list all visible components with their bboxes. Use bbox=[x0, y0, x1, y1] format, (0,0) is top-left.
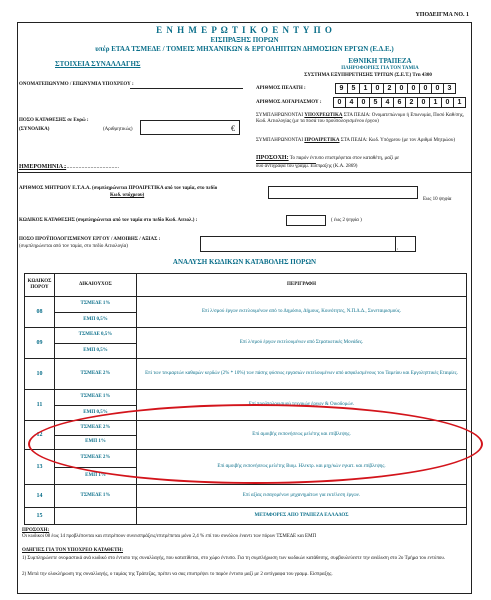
name-label: ΟΝΟΜΑΤΕΠΩΝΥΜΟ / ΕΠΩΝΥΜΙΑ ΥΠΟΧΡΕΟΥ : bbox=[19, 82, 134, 87]
form-title: Ε Ν Η Μ Ε Ρ Ω Τ Ι Κ Ο Ε Ν Τ Υ Π Ο bbox=[156, 25, 333, 35]
row-description: Επί λ/σμού έργων εκτελουμένων από Στρατιωτικές Μονάδες. bbox=[137, 328, 467, 359]
attention-note bbox=[256, 155, 466, 162]
optional-keyword: ΠΡΟΑΙΡΕΤΙΚΑ bbox=[304, 138, 340, 143]
row-code: 09 bbox=[25, 328, 55, 359]
row-beneficiary bbox=[55, 508, 137, 525]
digit-box: 0 bbox=[417, 97, 430, 108]
bank-subtitle: ΠΛΗΡΟΦΟΡΙΕΣ ΓΙΑ ΤΟΝ ΤΑΜΙΑ bbox=[341, 66, 419, 71]
optional-note-prefix: ΣΥΜΠΛΗΡΩΝΟΝΤΑΙ bbox=[256, 138, 305, 143]
digit-box: 1 bbox=[359, 83, 372, 94]
digit-box: 2 bbox=[383, 83, 396, 94]
total-label: (ΣΥΝΟΛΙΚΑ) bbox=[19, 127, 50, 132]
deposit-code-label: ΚΩΔΙΚΟΣ ΚΑΤΑΘΕΣΗΣ (συμπληρώνεται από τον ταμία στο πεδίο Κωδ. Αιτιολ.) : bbox=[19, 218, 198, 223]
footer-attention bbox=[22, 528, 467, 540]
row-code: 08 bbox=[25, 297, 55, 328]
row-description: Επί των τεκμαρτών καθαρών κερδών (2% * 10%) των πάσης φύσεως εργασιών εκτελουμένων από ασφαλισμένους του Ταμείου και Εργοληπτικές Εταιρίες. bbox=[137, 359, 467, 390]
client-label: ΑΡΙΘΜΟΣ ΠΕΛΑΤΗ : bbox=[256, 86, 306, 91]
row-description: ΜΕΤΑΦΟΡΕΣ ΑΠΟ ΤΡΑΠΕΖΑ ΕΛΛΑΔΟΣ bbox=[137, 508, 467, 525]
attention-underline bbox=[256, 163, 316, 164]
col-header-code: ΚΩΔΙΚΟΣ ΠΟΡΟΥ bbox=[25, 274, 55, 297]
col-header-description: ΠΕΡΙΓΡΑΦΗ bbox=[137, 274, 467, 297]
system-label: ΣΥΣΤΗΜΑ ΕΞΥΠΗΡΕΤΗΣΗΣ ΤΡΙΤΩΝ (Σ.Ε.Τ.) Τrn 4300 bbox=[304, 73, 432, 78]
row-description: Επί προϋπολογισμού τεχνικών έργων & Οικοδομών. bbox=[137, 390, 467, 421]
digit-box: 0 bbox=[333, 97, 346, 108]
amount-label: ΠΟΣΟ ΚΑΤΑΘΕΣΗΣ σε Ευρώ : bbox=[19, 118, 89, 123]
deposit-code-input[interactable] bbox=[286, 215, 326, 226]
row-code: 10 bbox=[25, 359, 55, 390]
digit-box: 1 bbox=[453, 97, 466, 108]
beneficiary-label: ΤΣΜΕΔΕ 1% bbox=[55, 390, 136, 406]
digit-box: 0 bbox=[419, 83, 432, 94]
digit-box: 1 bbox=[429, 97, 442, 108]
beneficiary-label: ΕΜΠ 0,5% bbox=[83, 316, 108, 322]
highlight-ellipse bbox=[28, 404, 483, 484]
budget-label: ΠΟΣΟ ΠΡΟΫΠΟΛΟΓΙΣΜΕΝΟΥ ΕΡΓΟΥ / ΑΜΟΙΒΗΣ / ΑΞΙΑΣ : bbox=[19, 237, 161, 242]
budget-input-divider bbox=[395, 236, 399, 252]
name-field-line[interactable] bbox=[130, 88, 243, 89]
mandatory-keyword: ΥΠΟΧΡΕΩΤΙΚΑ bbox=[304, 113, 343, 118]
row-code: 14 bbox=[25, 485, 55, 508]
row-description: Επί αμοιβής εκπονήσεως μελέτης και επίβλεψης. bbox=[137, 421, 467, 450]
budget-label-2: (συμπληρώνεται από τον ταμία, στο πεδίο Αιτιολογία) bbox=[19, 244, 128, 249]
digit-box: 0 bbox=[395, 83, 408, 94]
table-row bbox=[25, 485, 467, 508]
table-row bbox=[25, 508, 467, 525]
footer-attention-label: ΠΡΟΣΟΧΗ: bbox=[22, 528, 50, 533]
euro-sign: € bbox=[231, 124, 235, 133]
row-description: Επί αξίας εισαγομένων μηχανημάτων για εκτέλεση έργων. bbox=[137, 485, 467, 508]
row-code: 11 bbox=[25, 390, 55, 421]
footer-attention-text: Οι κωδικοί 08 έως 14 προβλέπονται και επιτρέπουν συνεισπράξεις/επιτρέπεται μόνο 2,4 % επί του συνόλου έναντι των πόρων ΤΣΜΕΔΕ και ΕΜΠ bbox=[22, 534, 317, 539]
beneficiary-label: ΕΜΠ 0,5% bbox=[83, 409, 108, 415]
digit-box: 6 bbox=[393, 97, 406, 108]
digit-box: 2 bbox=[405, 97, 418, 108]
table-row bbox=[25, 328, 467, 359]
digit-box: 0 bbox=[407, 83, 420, 94]
bank-name: ΕΘΝΙΚΗ ΤΡΑΠΕΖΑ bbox=[348, 57, 412, 65]
beneficiary-label: ΕΜΠ 1% bbox=[85, 439, 106, 445]
digit-box: 4 bbox=[345, 97, 358, 108]
beneficiary-label: ΕΜΠ 0,5% bbox=[83, 347, 108, 353]
account-number-boxes bbox=[334, 97, 466, 108]
row-description: Επί αμοιβής εκπονήσεως μελέτης Βιομ. Ηλεκτρ. και μηχ/κών εγκατ. και επίβλεψης. bbox=[137, 450, 467, 485]
section-divider bbox=[17, 172, 472, 173]
registry-label-2: Κωδ. υπόχρεου) bbox=[110, 193, 145, 198]
date-field[interactable]: ...................................... bbox=[62, 164, 119, 170]
row-code: 12 bbox=[25, 421, 55, 450]
col-header-beneficiary: ΔΙΚΑΙΟΥΧΟΣ bbox=[55, 274, 137, 297]
deposit-code-hint: ( έως 2 ψηφία ) bbox=[331, 218, 362, 223]
beneficiary-label: ΤΣΜΕΔΕ 1% bbox=[55, 297, 136, 313]
codes-table bbox=[24, 273, 467, 525]
beneficiary-label: ΤΣΜΕΔΕ 1% bbox=[80, 493, 111, 498]
row-beneficiary bbox=[55, 359, 137, 390]
digit-box: 0 bbox=[357, 97, 370, 108]
row-beneficiary bbox=[55, 297, 137, 328]
registry-label: ΑΡΙΘΜΟΣ ΜΗΤΡΩΟΥ Ε.Τ.Α.Α. (συμπληρώνεται ΠΡΟΑΙΡΕΤΙΚΑ από τον ταμία, στο πεδίο bbox=[19, 186, 218, 191]
instructions-label: ΟΔΗΓΙΕΣ ΓΙΑ ΤΟΝ ΥΠΟΧΡΕΟ ΚΑΤΑΘΕΤΗ: bbox=[22, 548, 123, 553]
beneficiary-label: ΤΣΜΕΔΕ 2% bbox=[55, 421, 136, 436]
page-label: ΥΠΟΔΕΙΓΜΑ ΝΟ. 1 bbox=[415, 12, 469, 18]
digit-box: 5 bbox=[347, 83, 360, 94]
table-title: ΑΝΑΛΥΣΗ ΚΩΔΙΚΩΝ ΚΑΤΑΒΟΛΗΣ ΠΟΡΩΝ bbox=[172, 258, 317, 266]
instruction-2: 2) Μετά την ολοκλήρωση της συναλλαγής, ο ταμίας της Τράπεζας, πρέπει να σας επιστρέψει το παρόν έντυπο μαζί με 2 αντίγραφα του γραμμ. Είσπραξης. bbox=[22, 572, 333, 577]
row-code: 13 bbox=[25, 450, 55, 485]
amount-input[interactable] bbox=[140, 120, 240, 135]
digit-box: 5 bbox=[369, 97, 382, 108]
account-label: ΑΡΙΘΜΟΣ ΛΟΓΑΡΙΑΣΜΟΥ : bbox=[256, 100, 322, 105]
digit-box: 9 bbox=[335, 83, 348, 94]
digits-hint: (Αριθμητικώς) bbox=[103, 127, 133, 132]
digit-box: 0 bbox=[441, 97, 454, 108]
optional-note-text: ΣΤΑ ΠΕΔΙΑ: Κωδ. Υπόχρεου (με τον Αριθμό Μητρώου) bbox=[339, 138, 455, 143]
budget-input[interactable] bbox=[200, 236, 416, 252]
row-beneficiary bbox=[55, 485, 137, 508]
client-number-boxes bbox=[336, 83, 456, 94]
beneficiary-label: ΕΜΠ 1% bbox=[85, 472, 106, 478]
row-code: 15 bbox=[25, 508, 55, 525]
beneficiary-label: ΤΣΜΕΔΕ 2% bbox=[55, 450, 136, 468]
budget-comma: , bbox=[397, 246, 399, 251]
form-subtitle: ΕΙΣΠΡΑΞΗΣ ΠΟΡΩΝ bbox=[210, 36, 279, 44]
row-beneficiary bbox=[55, 328, 137, 359]
attention-label: ΠΡΟΣΟΧΗ: bbox=[256, 155, 289, 161]
registry-input[interactable] bbox=[268, 186, 418, 199]
org-line: υπέρ ΕΤΑΑ ΤΣΜΕΔΕ / ΤΟΜΕΙΣ ΜΗΧΑΝΙΚΩΝ & ΕΡΓΟΛΗΠΤΩΝ ΔΗΜΟΣΙΩΝ ΕΡΓΩΝ (Ε.Δ.Ε.) bbox=[95, 45, 394, 53]
digit-box: 4 bbox=[381, 97, 394, 108]
registry-hint: Εως 10 ψηφία bbox=[423, 197, 452, 202]
optional-note bbox=[256, 138, 466, 144]
transaction-heading: ΣΤΟΙΧΕΙΑ ΣΥΝΑΛΛΑΓΗΣ bbox=[55, 60, 141, 68]
beneficiary-label: ΤΣΜΕΔΕ 0,5% bbox=[55, 328, 136, 344]
digit-box: 0 bbox=[431, 83, 444, 94]
table-row bbox=[25, 297, 467, 328]
attention-text-2: δύο αντίγραφα του γραμμ. Είσπραξης (Κ.Α. 2869) bbox=[256, 164, 358, 169]
row-description: Επί λ/σμού έργων εκτελουμένων από το Δημόσιο, Δήμους, Κοινότητες, Ν.Π.Δ.Δ., Συνεταιρισμούς. bbox=[137, 297, 467, 328]
date-label: ΗΜΕΡΟΜΗΝΙΑ : bbox=[19, 164, 67, 170]
mandatory-note bbox=[256, 113, 466, 125]
instruction-1: 1) Συμπληρώνετε ονομαστικά ανά κωδικό στο έντυπο της συναλλαγής, που κατατίθεται, στο χώρο έντυπο. Για τη συμπλήρωση των κωδικών κατάθεσης, συμβουλεύεστε την ανάλυση στο 2ο Τμήμα του εντύπου. bbox=[22, 556, 446, 561]
table-row bbox=[25, 359, 467, 390]
attention-text: Το παρόν έντυπο επιστρέφεται στον καταθέτη, μαζί με bbox=[289, 156, 400, 161]
mandatory-note-prefix: ΣΥΜΠΛΗΡΩΝΟΝΤΑΙ bbox=[256, 113, 305, 118]
digit-box: 3 bbox=[443, 83, 456, 94]
digit-box: 0 bbox=[371, 83, 384, 94]
mandatory-note-text: ΣΤΑ ΠΕΔΙΑ: Ονοματεπώνυμο ή Επωνυμία, Ποσό Καθ/σης, Κωδ. Αιτιολογίας (με τα ποσά του προϋπολογισμένου έργου) bbox=[256, 113, 465, 124]
beneficiary-label: ΤΣΜΕΔΕ 2% bbox=[80, 371, 111, 376]
